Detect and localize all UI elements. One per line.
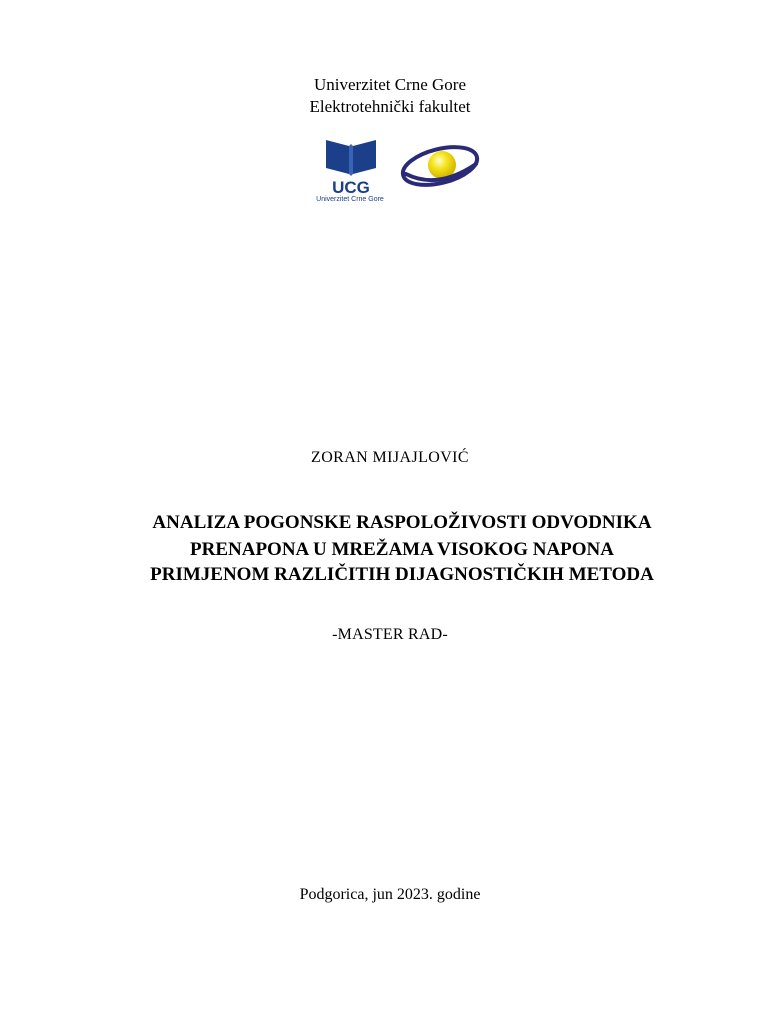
document-type: -MASTER RAD- [332,626,448,643]
thesis-title-line-1: ANALIZA POGONSKE RASPOLOŽIVOSTI ODVODNIKA [152,512,652,533]
etf-logo [398,138,482,194]
thesis-title-line-2: PRENAPONA U MREŽAMA VISOKOG NAPONA [190,539,614,560]
thesis-title-line-3: PRIMJENOM RAZLIČITIH DIJAGNOSTIČKIH METODA [150,564,654,585]
ucg-logo-caption: Univerzitet Crne Gore [316,196,384,203]
ucg-logo-text: UCG [332,178,370,197]
author-name: ZORAN MIJAJLOVIĆ [311,449,469,466]
university-name: Univerzitet Crne Gore [314,75,466,94]
place-and-date: Podgorica, jun 2023. godine [299,886,481,903]
faculty-name: Elektrotehnički fakultet [309,97,471,116]
